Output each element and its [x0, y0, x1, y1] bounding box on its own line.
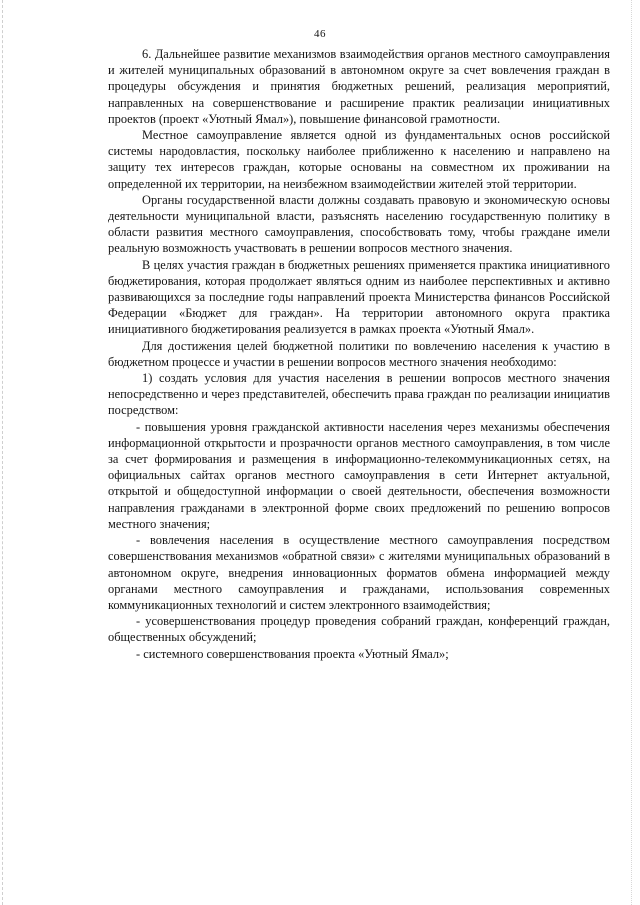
list-subitem-procedures: - усовершенствования процедур проведения собраний граждан, конференций граждан, общественных обсуждений; [108, 614, 610, 645]
list-subitem-civic-activity: - повышения уровня гражданской активности населения через механизмы обеспечения информационной открытости и прозрачности органов местного самоуправления, в том числе за счет формирования и размещения в информационно-телекоммуникационных сетях, на официальных сайтах органов местного самоуправления в сети Интернет актуальной, открытой и общедоступной информации о своей деятельности, обеспечения возможности направления гражданами в электронной форме своих предложений по решению вопросов местного значения; [108, 419, 610, 531]
paragraph-local-self-government: Местное самоуправление является одной из фундаментальных основ российской системы народовластия, поскольку наиболее приближенно к населению и направлено на защиту тех интересов граждан, которые основаны на совместном их проживании на определенной их территории, на неизбежном взаимодействии жителей этой территории. [108, 128, 610, 191]
document-body [108, 46, 610, 662]
paragraph-goals-intro: Для достижения целей бюджетной политики по вовлечению населения к участию в бюджетном процессе и участии в решении вопросов местного значения необходимо: [108, 338, 610, 369]
list-subitem-project: - системного совершенствования проекта «Уютный Ямал»; [136, 646, 449, 661]
paragraph-initiative-budgeting: В целях участия граждан в бюджетных решениях применяется практика инициативного бюджетирования, которая продолжает являться одним из наиболее перспективных и активно развивающихся за последние годы направлений проекта Министерства финансов Российской Федерации «Бюджет для граждан». На территории автономного округа практика инициативного бюджетирования реализуется в рамках проекта «Уютный Ямал». [108, 257, 610, 337]
list-subitem-feedback: - вовлечения населения в осуществление местного самоуправления посредством совершенствования механизмов «обратной связи» с жителями муниципальных образований в автономном округе, внедрения инновационных форматов обмена информацией между органами местного самоуправления и гражданами, использования современных коммуникационных технологий и систем электронного взаимодействия; [108, 533, 610, 612]
paragraph-section-6: 6. Дальнейшее развитие механизмов взаимодействия органов местного самоуправления и жителей муниципальных образований в автономном округе за счет вовлечения граждан в процедуры обсуждения и принятия бюджетных решений, реализация мероприятий, направленных на совершенствование и расширение практик реализации инициативных проектов (проект «Уютный Ямал»), повышение финансовой грамотности. [108, 47, 610, 126]
list-item-1: 1) создать условия для участия населения в решении вопросов местного значения непосредственно и через представителей, обеспечить права граждан по реализации инициатив посредством: [108, 371, 610, 418]
page-number: 46 [314, 28, 326, 40]
scan-edge-right [631, 0, 634, 905]
paragraph-state-authorities: Органы государственной власти должны создавать правовую и экономическую основы деятельности муниципальной власти, разъяснять населению государственную политику в области развития местного самоуправления, способствовать тому, чтобы граждане имели реальную возможность участвовать в решении вопросов местного значения. [108, 192, 610, 256]
scan-edge-left [2, 0, 5, 905]
